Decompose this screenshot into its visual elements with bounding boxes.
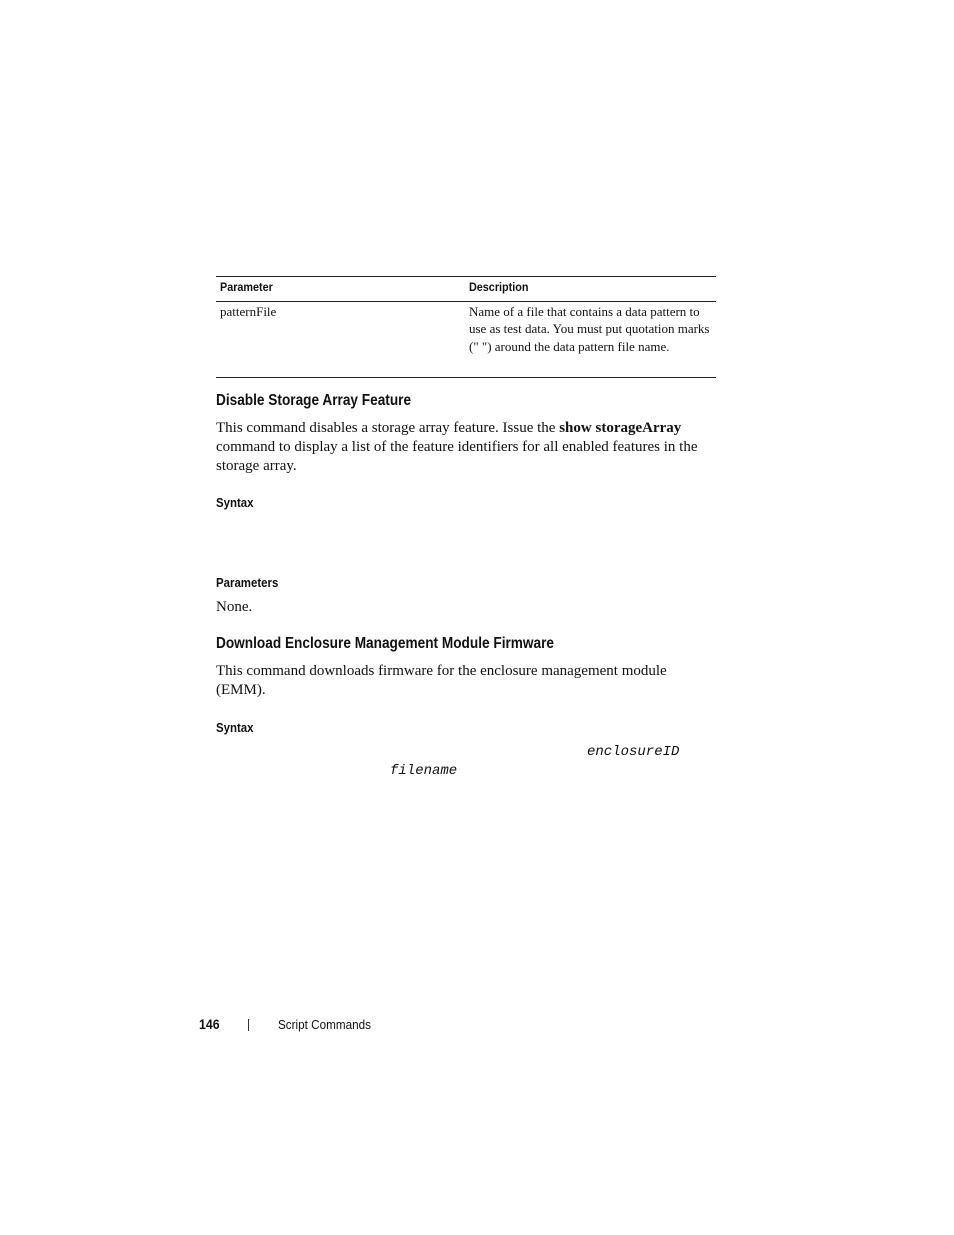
section1-para-after: command to display a list of the feature identifiers for all enabled features in the storage array. bbox=[216, 439, 698, 474]
page-number: 146 bbox=[199, 1016, 220, 1032]
section1-syntax-heading: Syntax bbox=[216, 495, 254, 510]
section1-parameters-heading: Parameters bbox=[216, 575, 279, 590]
section1-paragraph bbox=[216, 419, 716, 476]
section-title-disable-storage-array-feature: Disable Storage Array Feature bbox=[216, 392, 412, 409]
section1-para-before: This command disables a storage array feature. Issue the bbox=[216, 420, 560, 436]
section1-parameters-text: None. bbox=[216, 599, 253, 615]
section2-paragraph: This command downloads firmware for the enclosure management module (EMM). bbox=[216, 663, 667, 698]
section2-syntax-heading: Syntax bbox=[216, 720, 254, 735]
table-cell-description: Name of a file that contains a data pattern to use as test data. You must put quotation marks (" ") around the data pattern file name. bbox=[469, 304, 710, 354]
command-name-show-storagearray: show storageArray bbox=[559, 420, 682, 436]
table-header-parameter: Parameter bbox=[220, 280, 273, 294]
footer-chapter-title: Script Commands bbox=[278, 1017, 371, 1032]
syntax-variable-enclosureid: enclosureID bbox=[587, 744, 680, 760]
table-header-description: Description bbox=[469, 280, 529, 294]
table-cell-parameter: patternFile bbox=[220, 304, 277, 319]
section-title-download-emm-firmware: Download Enclosure Management Module Firmware bbox=[216, 635, 555, 652]
table-top-rule bbox=[216, 276, 716, 277]
table-header-rule bbox=[216, 301, 716, 302]
syntax-variable-filename: filename bbox=[390, 763, 458, 779]
footer-separator bbox=[248, 1019, 249, 1031]
table-bottom-rule bbox=[216, 377, 716, 378]
